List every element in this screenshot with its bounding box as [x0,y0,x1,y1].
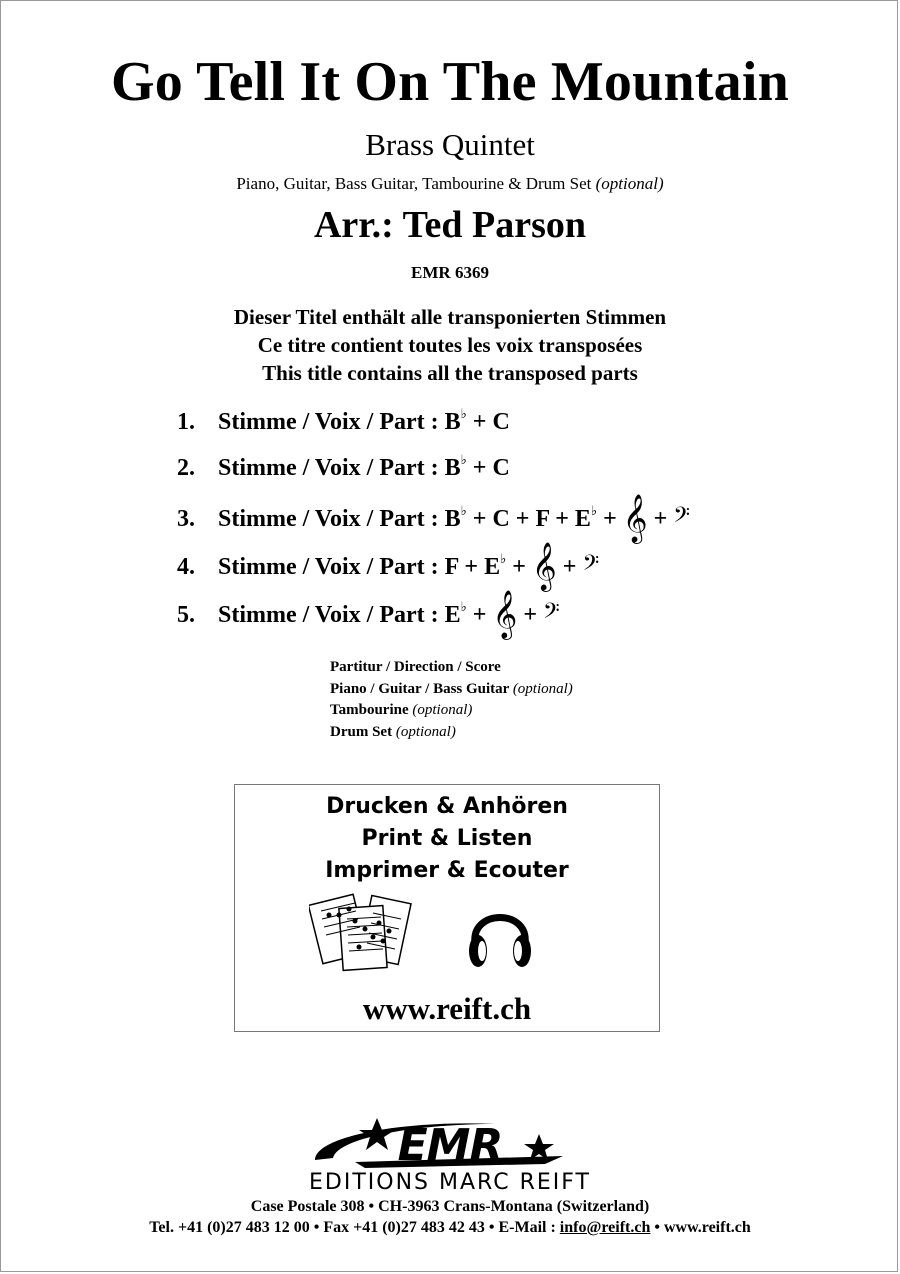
extra-part [330,657,573,679]
extra-part [330,679,573,701]
part-number: 1. [177,409,195,435]
part-key: E [444,602,461,628]
extra-part [330,700,573,722]
treble-clef-icon: 𝄞 [622,493,648,542]
part-label: Stimme / Voix / Part : [218,554,439,580]
info-line-fr: Ce titre contient toutes les voix transposées [257,333,643,357]
promo-line-de: Drucken & Anhören [326,794,568,819]
instrument-list-text: Piano, Guitar, Bass Guitar, Tambourine & Drum Set [236,174,592,193]
flat-icon: ♭ [460,452,467,467]
part-key-rest: + C + F + E [466,506,591,532]
plus-sign: + [517,602,543,628]
headphones-icon [465,895,535,975]
flat-icon: ♭ [460,503,467,518]
flat-icon: ♭ [500,551,507,566]
part-number: 5. [177,602,195,628]
website-link[interactable]: • www.reift.ch [650,1219,751,1236]
part-key: B [444,506,461,532]
plus-sign: + [466,602,493,628]
part-label: Stimme / Voix / Part : [218,409,439,435]
extra-part-optional: (optional) [412,702,473,718]
arranger: Arr.: Ted Parson [313,204,586,246]
sheet-music-icon [309,893,421,975]
page-title: Go Tell It On The Mountain [111,51,789,113]
extra-part-label: Partitur / Direction / Score [330,659,501,675]
promo-line-en: Print & Listen [361,826,533,851]
flat-icon: ♭ [590,503,598,518]
extra-part-label: Tambourine [330,702,409,718]
promo-line-fr: Imprimer & Ecouter [325,858,569,883]
plus-sign: + [647,506,674,532]
promo-text [235,791,659,887]
part-label: Stimme / Voix / Part : [218,602,439,628]
bass-clef-icon: 𝄢 [543,599,560,629]
instrument-optional: (optional) [595,174,664,193]
treble-clef-icon: 𝄞 [492,589,518,638]
part-key-rest: + C [466,409,510,435]
print-listen-box[interactable] [234,784,660,1032]
part-number: 2. [177,455,195,481]
part-key: F + E [444,554,501,580]
part-row [177,493,690,542]
ensemble-subtitle: Brass Quintet [365,127,535,162]
contact-phone-fax: Tel. +41 (0)27 483 12 00 • Fax +41 (0)27 483 42 43 • E-Mail : [149,1219,560,1236]
plus-sign: + [556,554,583,580]
part-key-rest: + C [466,455,510,481]
extra-part [330,722,573,744]
treble-clef-icon: 𝄞 [531,541,557,590]
logo-text: EMR [397,1120,503,1171]
publisher-name: EDITIONS MARC REIFT [309,1170,591,1195]
email-link[interactable]: info@reift.ch [559,1219,651,1236]
part-number: 3. [177,506,195,532]
publisher-contact [0,1219,900,1237]
extra-part-label: Drum Set [330,723,393,740]
plus-sign: + [597,506,623,532]
extra-part-optional: (optional) [395,723,456,740]
bass-clef-icon: 𝄢 [582,551,600,581]
part-label: Stimme / Voix / Part : [218,455,439,481]
part-row [177,541,600,590]
part-number: 4. [177,554,195,580]
extra-part-optional: (optional) [512,680,573,697]
plus-sign: + [506,554,532,580]
instrument-list [0,174,900,194]
extra-part-label: Piano / Guitar / Bass Guitar [330,680,510,697]
bass-clef-icon: 𝄢 [673,503,690,533]
transposed-info [0,303,900,387]
publisher-address: Case Postale 308 • CH-3963 Crans-Montana (Switzerland) [250,1198,650,1215]
part-row [177,408,510,436]
info-line-de: Dieser Titel enthält alle transponierten Stimmen [233,305,667,329]
flat-icon: ♭ [460,599,467,614]
extra-parts-list [330,657,573,743]
part-key: B [444,455,461,481]
promo-url-link[interactable]: www.reift.ch [362,991,532,1026]
flat-icon: ♭ [460,406,467,421]
part-row [177,454,510,482]
catalog-code: EMR 6369 [411,263,489,282]
part-key: B [444,409,461,435]
info-line-en: This title contains all the transposed parts [262,361,638,385]
part-row [177,589,560,638]
part-label: Stimme / Voix / Part : [218,506,439,532]
